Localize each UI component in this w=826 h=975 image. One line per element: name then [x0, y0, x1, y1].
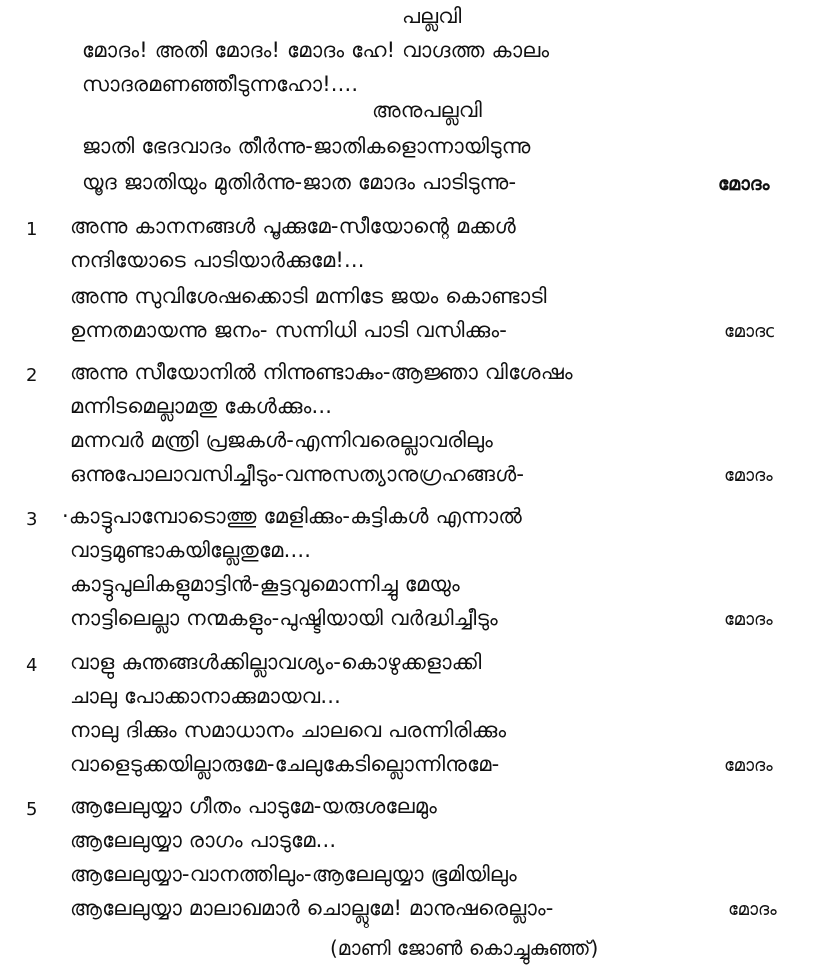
verse-5-line-1: ആലേലുയ്യാ ഗീതം പാടുമേ-യരുശലേമും	[70, 794, 437, 818]
pallavi-line-1: മോദം! അതി മോദം! മോദം ഹേ! വാഗ്ദത്ത കാലം	[82, 38, 550, 62]
verse-3-line-2: വാട്ടമുണ്ടാകയില്ലേതുമേ....	[70, 538, 312, 562]
verse-2-line-4: ഒന്നുപോലാവസിച്ചീടും-വന്നുസത്യാനുഗ്രഹങ്ങൾ-	[70, 462, 525, 486]
verse-5-number: 5	[26, 799, 38, 820]
anupallavi-heading: അനുപല്ലവി	[372, 98, 483, 122]
verse-4-line-1: വാളു കുന്തങ്ങൾക്കില്ലാവശ്യം-കൊഴുക്കളാക്കി	[70, 650, 482, 674]
verse-5-line-4: ആലേലുയ്യാ മാലാഖമാർ ചൊല്ലുമേ! മാനുഷരെല്ലാം-	[70, 896, 554, 920]
verse-3-refrain: മോദം	[724, 609, 773, 630]
verse-5-line-3: ആലേലുയ്യാ-വാനത്തിലും-ആലേലുയ്യാ ഭൂമിയിലും	[70, 862, 517, 886]
verse-1-line-4: ഉന്നതമായന്നു ജനം- സന്നിധി പാടി വസിക്കും-	[70, 318, 507, 342]
verse-2-number: 2	[26, 365, 38, 386]
verse-5-line-2: ആലേലുയ്യാ രാഗം പാടുമേ...	[70, 828, 337, 852]
verse-4-number: 4	[26, 655, 38, 676]
verse-1-line-3: അന്നു സുവിശേഷക്കൊടി മന്നിടേ ജയം കൊണ്ടാടി	[70, 284, 547, 308]
verse-2-line-2: മന്നിടമെല്ലാമതു കേൾക്കും...	[70, 394, 333, 418]
verse-3-line-4: നാട്ടിലെല്ലാ നന്മകളും-പുഷ്ടിയായി വർദ്ധിച്ചീടും	[70, 606, 498, 630]
verse-2-refrain: മോദം	[724, 465, 773, 486]
verse-5-refrain: മോദം	[728, 899, 777, 920]
verse-3-number: 3	[26, 509, 38, 530]
verse-3-line-3: കാട്ടുപുലികളുമാട്ടിൻ-കൂട്ടവുമൊന്നിച്ചു മേയും	[70, 572, 460, 596]
verse-1-line-1: അന്നു കാനനങ്ങൾ പൂക്കുമേ-സീയോന്റെ മക്കൾ	[70, 214, 516, 238]
verse-1-refrain: മോദc	[724, 321, 776, 342]
verse-4-line-2: ചാലു പോക്കാനാക്കുമായവ...	[70, 684, 341, 708]
verse-2-line-3: മന്നവർ മന്ത്രി പ്രജകൾ-എന്നിവരെല്ലാവരിലും	[70, 428, 493, 452]
author-credit: (മാണി ജോൺ കൊച്ചുകുഞ്ഞ്)	[330, 936, 599, 960]
anupallavi-line-1: ജാതി ഭേദവാദം തീർന്നു-ജാതികളൊന്നായിടുന്നു	[82, 134, 531, 158]
anupallavi-line-2: യൂദ ജാതിയും മുതിർന്നു-ജാത മോദം പാടിടുന്നു-	[82, 170, 517, 194]
verse-4-refrain: മോദം	[724, 755, 773, 776]
verse-3-line-1: ·കാട്ടുപാമ്പോടൊത്തു മേളിക്കും-കുട്ടികൾ എന്നാൽ	[62, 504, 522, 528]
pallavi-line-2: സാദരമണഞ്ഞീടുന്നഹോ!....	[82, 72, 359, 96]
anupallavi-refrain: മോദം	[718, 173, 770, 195]
verse-1-line-2: നന്ദിയോടെ പാടിയാർക്കുമേ!...	[70, 248, 365, 272]
pallavi-heading: പല്ലവി	[402, 4, 462, 28]
verse-1-number: 1	[26, 219, 38, 240]
verse-2-line-1: അന്നു സീയോനിൽ നിന്നുണ്ടാകും-ആജ്ഞാ വിശേഷം	[70, 360, 573, 384]
verse-4-line-4: വാളെടുക്കയില്ലാരുമേ-ചേലുകേടില്ലൊന്നിനുമേ-	[70, 752, 500, 776]
verse-4-line-3: നാലു ദിക്കും സമാധാനം ചാലവെ പരന്നിരിക്കും	[70, 718, 507, 742]
